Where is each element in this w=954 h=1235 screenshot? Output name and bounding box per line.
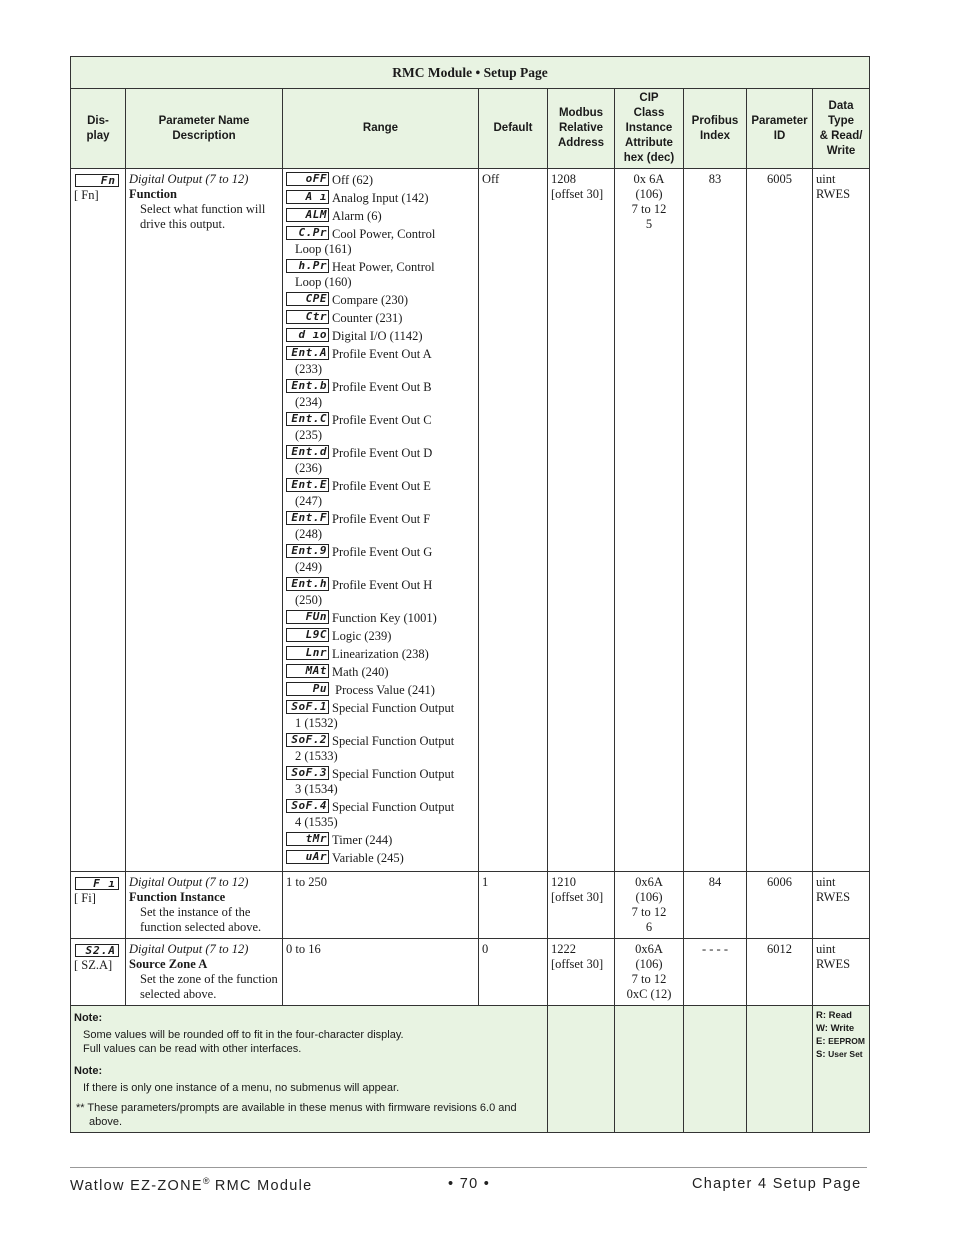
default-cell: 1 — [479, 872, 548, 939]
notes-blank — [548, 1006, 615, 1133]
range-option — [286, 259, 475, 290]
param-group: Digital Output (7 to 12) — [129, 172, 249, 186]
range-option-value: Loop (161) — [295, 242, 352, 256]
range-option-label: Special Function Output — [332, 767, 455, 781]
range-option — [286, 292, 475, 308]
range-option — [286, 445, 475, 476]
range-option-value: (234) — [295, 395, 323, 409]
range-option-label: Process Value (241) — [332, 683, 435, 697]
seven-segment-code: Ent.d — [286, 445, 329, 459]
range-option-label: Variable (245) — [332, 851, 404, 865]
range-option-value: (247) — [295, 494, 323, 508]
table-title: RMC Module • Setup Page — [71, 57, 870, 89]
range-option-label: Timer (244) — [332, 833, 393, 847]
range-option — [286, 700, 475, 731]
notes-blank — [615, 1006, 684, 1133]
range-option — [286, 478, 475, 509]
range-option-label: Compare (230) — [332, 293, 409, 307]
modbus-cell: 1210 [offset 30] — [548, 872, 615, 939]
range-option-value: (248) — [295, 527, 323, 541]
seven-segment-code: Lnr — [286, 646, 329, 660]
header-data-type: Data Type & Read/ Write — [813, 89, 870, 169]
seven-segment-code: A ı — [286, 190, 329, 204]
range-option — [286, 412, 475, 443]
cip-cell: 0x6A (106) 7 to 12 6 — [615, 872, 684, 939]
seven-segment-code: Ent.9 — [286, 544, 329, 558]
range-option — [286, 832, 475, 848]
display-label: [ Fn] — [74, 188, 99, 202]
seven-segment-code: Ent.b — [286, 379, 329, 393]
range-option — [286, 172, 475, 188]
param-description: Set the instance of the function selected above. — [140, 905, 262, 934]
footer-divider — [70, 1167, 867, 1168]
legend-item: S: User Set — [816, 1049, 863, 1060]
seven-segment-code: L9C — [286, 628, 329, 642]
range-option-label: Logic (239) — [332, 629, 392, 643]
range-option-label: Profile Event Out C — [332, 413, 432, 427]
seven-segment-code: FUn — [286, 610, 329, 624]
param-name: Source Zone A — [129, 957, 208, 971]
data-type-cell: uint RWES — [813, 872, 870, 939]
default-cell: 0 — [479, 939, 548, 1006]
range-cell: 0 to 16 — [283, 939, 479, 1006]
param-name-cell — [126, 169, 283, 872]
seven-segment-display: Fn — [75, 174, 119, 187]
seven-segment-code: Ent.E — [286, 478, 329, 492]
range-option — [286, 346, 475, 377]
profibus-cell: 83 — [684, 169, 747, 872]
header-profibus: Profibus Index — [684, 89, 747, 169]
range-option — [286, 577, 475, 608]
range-option — [286, 733, 475, 764]
seven-segment-display: S2.A — [75, 944, 119, 957]
seven-segment-code: CPE — [286, 292, 329, 306]
range-option-label: Profile Event Out D — [332, 446, 433, 460]
range-option — [286, 544, 475, 575]
param-group: Digital Output (7 to 12) — [129, 875, 249, 889]
range-option-label: Cool Power, Control — [332, 227, 436, 241]
range-option-label: Function Key (1001) — [332, 611, 437, 625]
legend-item: E: EEPROM — [816, 1036, 865, 1047]
range-option-value: (235) — [295, 428, 323, 442]
range-option-label: Special Function Output — [332, 701, 455, 715]
header-default: Default — [479, 89, 548, 169]
setup-table — [70, 56, 870, 1133]
param-group: Digital Output (7 to 12) — [129, 942, 249, 956]
range-option-label: Profile Event Out E — [332, 479, 431, 493]
legend-item: R: Read — [816, 1010, 852, 1021]
range-option-value: (233) — [295, 362, 323, 376]
range-option — [286, 766, 475, 797]
range-cell: 1 to 250 — [283, 872, 479, 939]
range-option-value: 2 (1533) — [295, 749, 338, 763]
cip-cell: 0x6A (106) 7 to 12 0xC (12) — [615, 939, 684, 1006]
seven-segment-code: SoF.3 — [286, 766, 329, 780]
param-id-cell: 6012 — [747, 939, 813, 1006]
seven-segment-code: Ent.C — [286, 412, 329, 426]
note-text: If there is only one instance of a menu, no submenus will appear. — [83, 1082, 400, 1094]
default-cell: Off — [479, 169, 548, 872]
range-option-label: Counter (231) — [332, 311, 403, 325]
display-label: [ SZ.A] — [74, 958, 113, 972]
range-option — [286, 646, 475, 662]
range-option — [286, 190, 475, 206]
range-option-value: Loop (160) — [295, 275, 352, 289]
table-row — [71, 169, 870, 872]
range-option — [286, 328, 475, 344]
param-name-cell — [126, 939, 283, 1006]
range-option-label: Heat Power, Control — [332, 260, 435, 274]
range-option-value: (250) — [295, 593, 323, 607]
profibus-cell: 84 — [684, 872, 747, 939]
range-option-value: 3 (1534) — [295, 782, 338, 796]
legend-item: W: Write — [816, 1023, 855, 1034]
seven-segment-code: SoF.1 — [286, 700, 329, 714]
data-type-cell: uint RWES — [813, 939, 870, 1006]
range-option — [286, 226, 475, 257]
range-option-label: Digital I/O (1142) — [332, 329, 423, 343]
param-name-cell — [126, 872, 283, 939]
table-row — [71, 939, 870, 1006]
note-heading: Note: — [74, 1012, 103, 1024]
header-modbus: Modbus Relative Address — [548, 89, 615, 169]
range-option-label: Special Function Output — [332, 800, 455, 814]
seven-segment-code: SoF.2 — [286, 733, 329, 747]
profibus-cell: - - - - — [684, 939, 747, 1006]
range-option-label: Profile Event Out A — [332, 347, 432, 361]
range-option — [286, 379, 475, 410]
note-text: Some values will be rounded off to fit in the four-character display. — [83, 1029, 404, 1041]
range-option-value: 1 (1532) — [295, 716, 338, 730]
param-name: Function Instance — [129, 890, 226, 904]
range-option — [286, 610, 475, 626]
param-description: Select what function will drive this output. — [140, 202, 266, 231]
range-option — [286, 664, 475, 680]
seven-segment-code: d ıo — [286, 328, 329, 342]
data-type-cell: uint RWES — [813, 169, 870, 872]
range-option-value: (249) — [295, 560, 323, 574]
modbus-cell: 1222 [offset 30] — [548, 939, 615, 1006]
seven-segment-code: Ctr — [286, 310, 329, 324]
range-option-label: Analog Input (142) — [332, 191, 429, 205]
display-cell — [71, 939, 126, 1006]
seven-segment-code: SoF.4 — [286, 799, 329, 813]
notes-cell — [71, 1006, 548, 1133]
range-option — [286, 850, 475, 866]
range-option-label: Profile Event Out G — [332, 545, 433, 559]
display-cell — [71, 872, 126, 939]
header-param-name: Parameter Name Description — [126, 89, 283, 169]
notes-row — [71, 1006, 870, 1133]
header-range: Range — [283, 89, 479, 169]
range-option-value: 4 (1535) — [295, 815, 338, 829]
header-cip: CIP Class Instance Attribute hex (dec) — [615, 89, 684, 169]
range-cell — [283, 169, 479, 872]
range-option — [286, 310, 475, 326]
param-name: Function — [129, 187, 177, 201]
footnote: ** These parameters/prompts are available in these menus with firmware revisions 6.0 and above. — [76, 1102, 517, 1128]
range-option-label: Profile Event Out B — [332, 380, 432, 394]
seven-segment-code: oFF — [286, 172, 329, 186]
cip-cell: 0x 6A (106) 7 to 12 5 — [615, 169, 684, 872]
range-option — [286, 208, 475, 224]
seven-segment-code: tMr — [286, 832, 329, 846]
param-id-cell: 6005 — [747, 169, 813, 872]
range-option-label: Special Function Output — [332, 734, 455, 748]
range-option-label: Math (240) — [332, 665, 389, 679]
chapter-title: Chapter 4 Setup Page — [692, 1176, 862, 1192]
range-option-label: Linearization (238) — [332, 647, 429, 661]
seven-segment-display: F ı — [75, 877, 119, 890]
range-option-value: (236) — [295, 461, 323, 475]
modbus-cell: 1208 [offset 30] — [548, 169, 615, 872]
param-id-cell: 6006 — [747, 872, 813, 939]
seven-segment-code: Pu — [286, 682, 329, 696]
range-option — [286, 628, 475, 644]
range-option — [286, 511, 475, 542]
range-option — [286, 682, 475, 698]
seven-segment-code: Ent.h — [286, 577, 329, 591]
page-number: • 70 • — [448, 1176, 491, 1192]
param-description: Set the zone of the function selected above. — [140, 972, 278, 1001]
range-option — [286, 799, 475, 830]
rw-legend — [813, 1006, 870, 1133]
seven-segment-code: MAt — [286, 664, 329, 678]
seven-segment-code: Ent.F — [286, 511, 329, 525]
seven-segment-code: ALM — [286, 208, 329, 222]
seven-segment-code: Ent.A — [286, 346, 329, 360]
footer-title: Watlow EZ-ZONE® RMC Module — [70, 1176, 313, 1194]
range-option-label: Profile Event Out H — [332, 578, 433, 592]
range-option-label: Profile Event Out F — [332, 512, 431, 526]
seven-segment-code: C.Pr — [286, 226, 329, 240]
display-cell — [71, 169, 126, 872]
range-option-label: Alarm (6) — [332, 209, 382, 223]
seven-segment-code: h.Pr — [286, 259, 329, 273]
display-label: [ Fi] — [74, 891, 96, 905]
note-text: Full values can be read with other interfaces. — [83, 1043, 302, 1055]
notes-blank — [684, 1006, 747, 1133]
header-param-id: Parameter ID — [747, 89, 813, 169]
range-option-label: Off (62) — [332, 173, 374, 187]
note-heading: Note: — [74, 1065, 103, 1077]
seven-segment-code: uAr — [286, 850, 329, 864]
header-display: Dis- play — [71, 89, 126, 169]
notes-blank — [747, 1006, 813, 1133]
table-row — [71, 872, 870, 939]
